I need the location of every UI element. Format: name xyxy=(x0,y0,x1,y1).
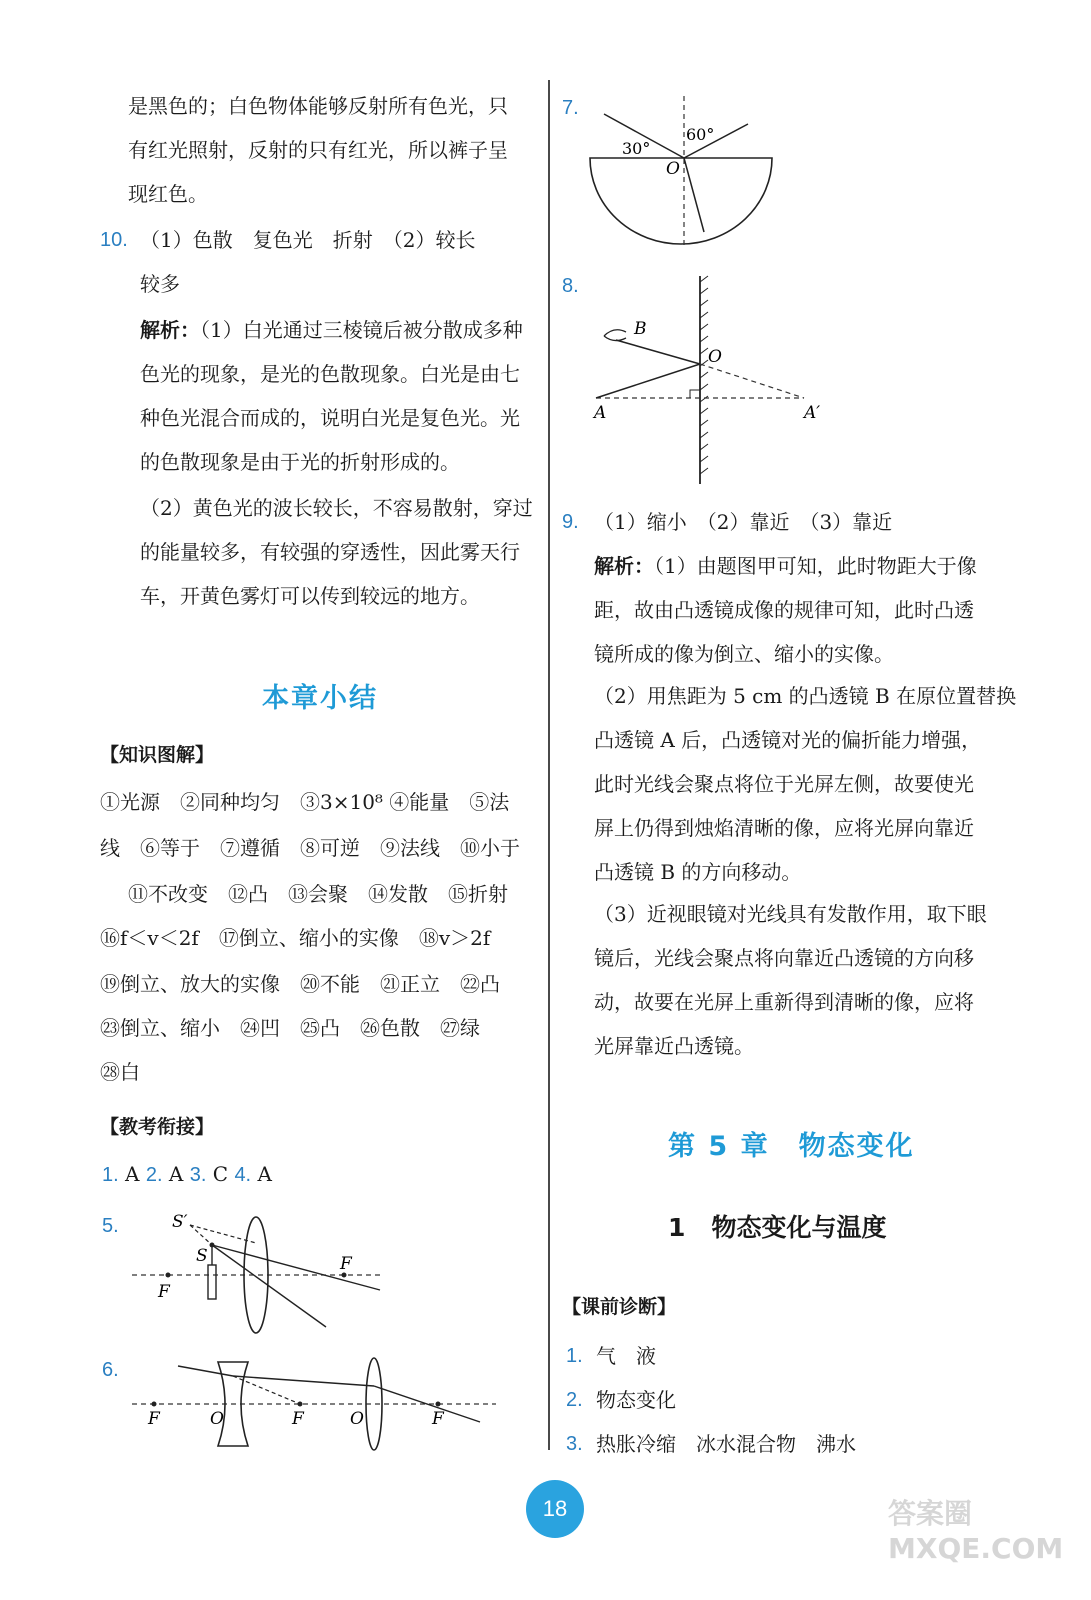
prelesson-number: 1. xyxy=(566,1345,583,1367)
analysis-line: 的能量较多，有较强的穿透性，因此雾天行 xyxy=(140,540,520,564)
candle-object xyxy=(208,1265,216,1299)
label-f-right: F xyxy=(340,1254,352,1274)
answer-value: A xyxy=(125,1162,140,1186)
continuation-line-1: 是黑色的；白色物体能够反射所有色光，只 xyxy=(128,94,508,118)
answer-number: 4. xyxy=(234,1164,252,1186)
knowledge-line: ⑯f＜v＜2f ⑰倒立、缩小的实像 ⑱v＞2f xyxy=(100,926,491,950)
prelesson-answer: 气 液 xyxy=(596,1344,656,1368)
label-s-prime: S′ xyxy=(172,1212,188,1232)
analysis-line: 镜所成的像为倒立、缩小的实像。 xyxy=(594,642,894,666)
question-9-analysis xyxy=(594,552,977,580)
refracted-ray xyxy=(684,158,704,232)
analysis-line: 动，故要在光屏上重新得到清晰的像，应将 xyxy=(594,990,974,1014)
exam-link-heading: 【教考衔接】 xyxy=(100,1116,215,1138)
analysis-line: 的色散现象是由于光的折射形成的。 xyxy=(140,450,460,474)
analysis-line: （2）黄色光的波长较长，不容易散射，穿过 xyxy=(140,496,533,520)
question-10-analysis xyxy=(140,316,523,344)
prelesson-answer: 物态变化 xyxy=(596,1388,676,1412)
column-divider xyxy=(548,80,550,1450)
ray-through-center xyxy=(212,1245,326,1327)
mirror-hatching xyxy=(700,276,708,474)
lens-combination-diagram-q6 xyxy=(128,1352,500,1456)
question-9-number: 9. xyxy=(562,511,579,533)
question-9-answer: （1）缩小 （2）靠近 （3）靠近 xyxy=(594,510,893,534)
plane-mirror-diagram-q8 xyxy=(590,272,830,488)
knowledge-line: ㉓倒立、缩小 ㉔凹 ㉕凸 ㉖色散 ㉗绿 xyxy=(100,1016,480,1040)
analysis-text: （1）由题图甲可知，此时物距大于像 xyxy=(654,554,977,578)
analysis-label: 解析： xyxy=(140,318,200,342)
knowledge-line: ⑪不改变 ⑫凸 ⑬会聚 ⑭发散 ⑮折射 xyxy=(128,882,508,906)
label-a-prime: A′ xyxy=(804,403,821,423)
prelesson-number: 2. xyxy=(566,1389,583,1411)
knowledge-line: ⑲倒立、放大的实像 ⑳不能 ㉑正立 ㉒凸 xyxy=(100,972,500,996)
label-o: O xyxy=(666,159,680,179)
label-o: O xyxy=(210,1409,224,1429)
label-a: A xyxy=(594,403,607,423)
label-30-degrees: 30° xyxy=(622,139,651,158)
question-6-number: 6. xyxy=(102,1359,119,1381)
convex-lens xyxy=(244,1217,268,1333)
focus-point xyxy=(298,1402,303,1407)
prelesson-number: 3. xyxy=(566,1433,583,1455)
virtual-extension xyxy=(190,1225,212,1245)
answer-number: 3. xyxy=(189,1164,207,1186)
right-angle-mark xyxy=(690,390,700,398)
chapter-title: 第 5 章 物态变化 xyxy=(668,1131,915,1162)
label-f: F xyxy=(292,1409,304,1429)
question-7-number: 7. xyxy=(562,97,579,119)
analysis-line: 光屏靠近凸透镜。 xyxy=(594,1034,754,1058)
analysis-line: 种色光混合而成的，说明白光是复色光。光 xyxy=(140,406,520,430)
chapter-summary-title: 本章小结 xyxy=(262,683,378,714)
label-f: F xyxy=(148,1409,160,1429)
virtual-extension xyxy=(190,1225,256,1243)
prelesson-heading: 【课前诊断】 xyxy=(562,1296,677,1318)
section-title xyxy=(668,1208,887,1244)
question-10-answer: （1）色散 复色光 折射 （2）较长 xyxy=(140,228,476,252)
virtual-ray xyxy=(700,364,804,398)
section-name: 物态变化与温度 xyxy=(711,1213,887,1242)
reflected-ray xyxy=(616,340,700,364)
answer-value: A xyxy=(257,1162,272,1186)
label-f: F xyxy=(432,1409,444,1429)
analysis-line: 距，故由凸透镜成像的规律可知，此时凸透 xyxy=(594,598,974,622)
knowledge-line: ㉘白 xyxy=(100,1060,140,1084)
label-f-left: F xyxy=(158,1282,170,1302)
refraction-diagram-q7 xyxy=(586,92,776,254)
focus-point xyxy=(152,1402,157,1407)
question-5-number: 5. xyxy=(102,1215,119,1237)
focus-point xyxy=(436,1402,441,1407)
multiple-choice-answers xyxy=(102,1160,272,1189)
continuation-line-2: 有红光照射，反射的只有红光，所以裤子呈 xyxy=(128,138,508,162)
knowledge-diagram-heading: 【知识图解】 xyxy=(100,744,215,766)
answer-number: 2. xyxy=(145,1164,163,1186)
label-o: O xyxy=(350,1409,364,1429)
question-8-number: 8. xyxy=(562,275,579,297)
analysis-line: 此时光线会聚点将位于光屏左侧，故要使光 xyxy=(594,772,974,796)
answer-value: C xyxy=(212,1162,229,1186)
answer-number: 1. xyxy=(102,1164,119,1186)
analysis-line: 车，开黄色雾灯可以传到较远的地方。 xyxy=(140,584,480,608)
ray-through-focus xyxy=(212,1245,380,1290)
watermark: 答案圈 MXQE.COM xyxy=(888,1497,1064,1565)
analysis-line: 色光的现象，是光的色散现象。白光是由七 xyxy=(140,362,520,386)
analysis-line: （2）用焦距为 5 cm 的凸透镜 B 在原位置替换 xyxy=(594,684,1017,708)
label-b: B xyxy=(634,319,647,339)
label-o: O xyxy=(708,347,722,367)
semicircular-glass xyxy=(590,158,772,244)
prelesson-answer: 热胀冷缩 冰水混合物 沸水 xyxy=(596,1432,856,1456)
incident-ray xyxy=(596,364,700,398)
eye-icon xyxy=(604,330,626,341)
analysis-label: 解析： xyxy=(594,554,654,578)
label-s: S xyxy=(196,1246,208,1266)
continuation-line-3: 现红色。 xyxy=(128,182,208,206)
analysis-text: （1）白光通过三棱镜后被分散成多种 xyxy=(200,318,523,342)
page-number: 18 xyxy=(526,1480,584,1538)
knowledge-line: ①光源 ②同种均匀 ③3×10⁸ ④能量 ⑤法 xyxy=(100,790,510,814)
answer-value: A xyxy=(168,1162,184,1186)
focus-left xyxy=(166,1273,171,1278)
analysis-line: 屏上仍得到烛焰清晰的像，应将光屏向靠近 xyxy=(594,816,974,840)
analysis-line: 凸透镜 B 的方向移动。 xyxy=(594,860,802,884)
analysis-line: （3）近视眼镜对光线具有发散作用，取下眼 xyxy=(594,902,987,926)
question-10-number: 10. xyxy=(100,229,128,251)
incident-ray xyxy=(178,1366,233,1376)
section-number: 1 xyxy=(668,1213,686,1242)
label-60-degrees: 60° xyxy=(686,125,715,144)
analysis-line: 镜后，光线会聚点将向靠近凸透镜的方向移 xyxy=(594,946,974,970)
knowledge-line: 线 ⑥等于 ⑦遵循 ⑧可逆 ⑨法线 ⑩小于 xyxy=(100,836,520,860)
convex-lens-diagram-q5 xyxy=(128,1205,390,1335)
analysis-line: 凸透镜 A 后，凸透镜对光的偏折能力增强， xyxy=(594,728,982,752)
question-10-answer-cont: 较多 xyxy=(140,272,180,296)
refracted-ray xyxy=(374,1386,480,1422)
